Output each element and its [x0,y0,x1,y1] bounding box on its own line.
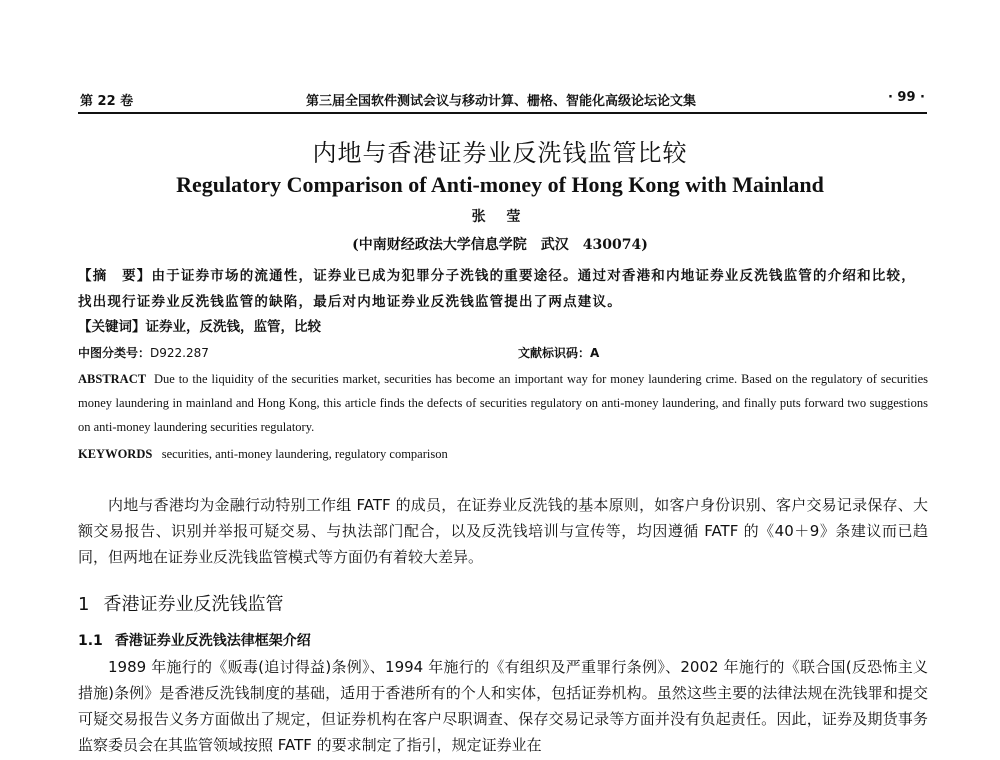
section-1-1-title: 香港证券业反洗钱法律框架介绍 [114,633,311,649]
running-header [80,88,925,110]
volume-label: 第 22 卷 [80,94,134,109]
abstract-chinese-text: 由于证券市场的流通性，证券业已成为犯罪分子洗钱的重要途径。通过对香港和内地证券业反洗钱监管的介绍和比较，找出现行证券业反洗钱监管的缺陷，最后对内地证券业反洗钱监管提出了两点建议。 [78,268,916,310]
classification-line [78,344,928,364]
keywords-chinese [78,316,928,338]
clc-value: D922.287 [150,346,209,360]
document-code-label: 文献标识码： [518,346,591,360]
section-1-1-paragraph: 1989 年施行的《贩毒(追讨得益)条例》、1994 年施行的《有组织及严重罪行条例》、2002 年施行的《联合国(反恐怖主义措施)条例》是香港反洗钱制度的基础，适用于香港所有的个人和实体，包括证券机构。虽然这些主要的法律法规在洗钱罪和提交可疑交易报告义务方面做出了规定，但证券机构在客户尽职调查、保存交易记录等方面并没有负起责任。因此，证券及期货事务监察委员会在其监管领域按照 FATF 的要求制定了指引，规定证券业在 [78,658,928,754]
paper-title-chinese: 内地与香港证券业反洗钱监管比较 [312,139,688,167]
document-code [518,344,599,361]
abstract-english-label: ABSTRACT [78,372,147,386]
abstract-chinese [78,263,928,315]
clc-number [78,344,209,361]
keywords-chinese-label: 【关键词】 [78,319,146,335]
section-1-title: 香港证券业反洗钱监管 [103,594,284,615]
page-number: · 99 · [887,90,925,105]
intro-paragraph: 内地与香港均为金融行动特别工作组 FATF 的成员，在证券业反洗钱的基本原则，如客户身份识别、客户交易记录保存、大额交易报告、识别并举报可疑交易、与执法部门配合，以及反洗钱培训与宣传等，均因遵循 FATF 的《40＋9》条建议而已趋同，但两地在证券业反洗钱监管模式等方面仍有着较大差异。 [78,496,928,566]
clc-label: 中图分类号： [78,346,151,360]
abstract-english-text: Due to the liquidity of the securities market, securities has become an important way for money laundering crime. Based on the regulatory of securities money laundering in mainland and Hong Kong, this article finds the defects of securities regulatory on anti-money laundering, and finally puts forward two suggestions on anti-money laundering securities regulatory. [78,372,929,434]
keywords-english-text: securities, anti-money laundering, regulatory comparison [161,447,448,461]
abstract-chinese-label: 【摘 要】 [78,268,152,284]
section-1-1-number: 1.1 [78,633,103,649]
conference-title: 第三届全国软件测试会议与移动计算、栅格、智能化高级论坛论文集 [306,94,697,109]
keywords-english [78,442,928,466]
document-code-value: A [590,346,600,360]
abstract-english [78,367,928,439]
author-affiliation: (中南财经政法大学信息学院 武汉 430074) [352,237,648,253]
section-1-number: 1 [78,594,90,615]
keywords-chinese-text: 证券业，反洗钱，监管，比较 [145,319,321,335]
keywords-english-label: KEYWORDS [78,447,153,461]
header-rule [78,112,927,114]
author-name: 张 莹 [471,209,529,225]
section-1-heading [78,590,283,616]
paper-title-english: Regulatory Comparison of Anti-money of Hong Kong with Mainland [176,172,824,197]
section-1-1-heading [78,630,311,650]
